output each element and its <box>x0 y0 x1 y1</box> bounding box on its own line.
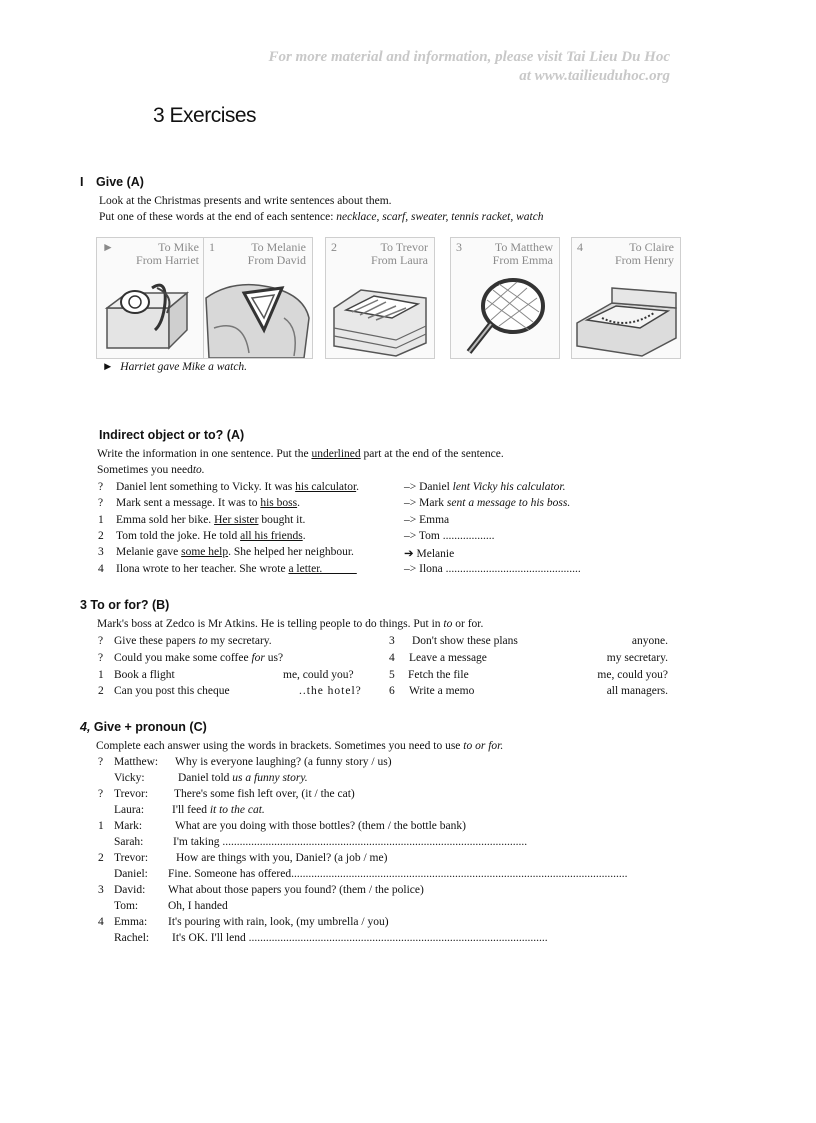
row-end-text: me, could you? <box>283 669 354 681</box>
card-number: ► <box>102 240 114 254</box>
speaker-name: Rachel: <box>114 932 150 944</box>
row-text: Write a memo <box>409 685 475 697</box>
intro-italic: to <box>443 618 453 630</box>
speaker-name: Trevor: <box>114 788 149 800</box>
exercise-row <box>389 669 469 681</box>
row-text: Don't show these plans <box>412 635 518 647</box>
dialogue-line <box>98 788 355 800</box>
row-italic: for <box>251 652 265 664</box>
row-text: Can you post this cheque <box>114 685 230 697</box>
exercise-row <box>98 481 359 493</box>
row-end-text: ..the hotel? <box>299 685 362 697</box>
arrow: –> <box>404 530 417 542</box>
card-number: 4 <box>577 240 583 254</box>
instr-italic: to or for. <box>463 740 504 752</box>
row-text: my secretary. <box>210 635 272 647</box>
exercise-row <box>98 514 305 526</box>
scarf-icon <box>204 268 312 358</box>
exercise-row <box>389 685 474 697</box>
answer-italic: lent Vicky his calculator. <box>452 481 566 493</box>
line-text: It's OK. I'll lend ........................................................................................................ <box>172 932 548 944</box>
section-3-title: 3 To or for? (B) <box>80 598 170 612</box>
instr-text: Complete each answer using the words in brackets. Sometimes you need to use <box>96 740 461 752</box>
header-line-2: at www.tailieuduhoc.org <box>519 68 670 84</box>
example-marker: ► <box>102 361 114 373</box>
section-4-heading <box>80 720 207 734</box>
row-number: 3 <box>389 635 395 647</box>
word-list: necklace, scarf, sweater, tennis racket, watch <box>336 211 544 223</box>
row-text: Leave a message <box>409 652 487 664</box>
row-text: us? <box>267 652 284 664</box>
example-answer <box>102 361 247 373</box>
row-number: 5 <box>389 669 395 681</box>
row-underlined: his calculator <box>295 481 357 493</box>
answer-cell <box>404 530 494 542</box>
row-number: 4 <box>98 563 104 575</box>
row-text: Could you make some coffee <box>114 652 249 664</box>
line-text: Daniel told <box>178 772 230 784</box>
line-text: How are things with you, Daniel? (a job / me) <box>176 852 388 864</box>
row-underlined: his boss <box>260 497 298 509</box>
exercise-row <box>98 652 283 664</box>
section-1-instruction-2 <box>99 211 544 223</box>
row-end-text: anyone. <box>631 635 668 647</box>
dialogue-line <box>98 836 527 848</box>
card-number: 1 <box>209 240 215 254</box>
answer-cell <box>404 481 566 493</box>
answer-text: Mark <box>419 497 445 509</box>
row-text: Book a flight <box>114 669 175 681</box>
row-end-text: my secretary. <box>606 652 668 664</box>
section-2-title: Indirect object or to? (A) <box>99 428 245 442</box>
row-number: ? <box>98 788 104 800</box>
answer-text: Ilona ............................................... <box>419 563 581 575</box>
speaker-name: Sarah: <box>114 836 144 848</box>
card-label: To Claire From Henry <box>615 240 674 267</box>
arrow: –> <box>404 497 417 509</box>
arrow: ➔ <box>404 548 414 560</box>
line-text: Why is everyone laughing? (a funny story / us) <box>175 756 392 768</box>
section-2-instruction <box>97 448 504 460</box>
dialogue-line <box>98 756 392 768</box>
row-text: Daniel lent something to Vicky. It was <box>116 481 293 493</box>
exercise-row <box>98 685 230 697</box>
speaker-name: Mark: <box>114 820 143 832</box>
dialogue-line <box>98 852 387 864</box>
answer-text: Daniel <box>419 481 450 493</box>
speaker-name: Vicky: <box>114 772 145 784</box>
speaker-name: Daniel: <box>114 868 148 880</box>
row-number: 2 <box>98 685 104 697</box>
dialogue-line <box>98 804 265 816</box>
row-number: 4 <box>389 652 395 664</box>
speaker-name: Matthew: <box>114 756 159 768</box>
section-3-intro <box>97 618 483 630</box>
section-1-number: I <box>80 175 84 189</box>
row-text: bought it. <box>261 514 306 526</box>
exercise-row <box>98 563 357 575</box>
answer-cell <box>404 546 454 560</box>
card-number: 3 <box>456 240 462 254</box>
row-number: 3 <box>98 546 104 558</box>
row-text: Emma sold her bike. <box>116 514 212 526</box>
arrow: –> <box>404 514 417 526</box>
line-italic: us a funny story. <box>232 772 308 784</box>
section-4-instruction <box>96 740 503 752</box>
answer-text: Tom .................. <box>418 530 495 542</box>
line-text: I'm taking .......................................................................................................... <box>173 836 528 848</box>
present-card-scarf <box>203 237 313 359</box>
exercise-row <box>98 635 272 647</box>
dialogue-line <box>98 916 389 928</box>
instr-italic: to. <box>192 464 205 476</box>
row-number: 1 <box>98 820 104 832</box>
row-number: 6 <box>389 685 395 697</box>
card-label: To Melanie From David <box>247 240 306 267</box>
row-number: ? <box>98 635 104 647</box>
instr-underlined: underlined <box>311 448 361 460</box>
row-text: Ilona wrote to her teacher. She wrote <box>116 563 286 575</box>
answer-cell <box>404 514 449 526</box>
line-text: What about those papers you found? (them / the police) <box>168 884 424 896</box>
dialogue-line <box>98 868 627 880</box>
row-text: Give these papers <box>114 635 196 647</box>
arrow: –> <box>404 563 417 575</box>
line-text: What are you doing with those bottles? (them / the bottle bank) <box>175 820 466 832</box>
intro-text: or for. <box>455 618 484 630</box>
answer-cell <box>404 497 570 509</box>
dialogue-line <box>98 932 548 944</box>
instruction-prefix: Put one of these words at the end of each sentence: <box>99 211 334 223</box>
necklace-icon <box>572 268 680 358</box>
row-text: Fetch the file <box>408 669 469 681</box>
section-2-instruction-2 <box>97 464 205 476</box>
exercise-row <box>98 669 175 681</box>
present-card-watch <box>96 237 206 359</box>
row-number: 1 <box>98 669 104 681</box>
header-line-1: For more material and information, please visit Tai Lieu Du Hoc <box>268 49 670 65</box>
row-number: 2 <box>98 852 104 864</box>
line-italic: it to the cat. <box>209 804 265 816</box>
dialogue-line <box>98 772 308 784</box>
row-text: Melanie gave <box>116 546 179 558</box>
row-text: . She helped her neighbour. <box>228 546 354 558</box>
exercise-row <box>98 530 306 542</box>
card-label: To Trevor From Laura <box>371 240 428 267</box>
page-title: 3 Exercises <box>153 104 257 127</box>
speaker-name: Laura: <box>114 804 145 816</box>
present-card-sweater <box>325 237 435 359</box>
card-label: To Matthew From Emma <box>492 240 553 267</box>
row-number: 4 <box>98 916 104 928</box>
dialogue-line <box>98 820 466 832</box>
row-text: . <box>297 497 300 509</box>
intro-text: Mark's boss at Zedco is Mr Atkins. He is telling people to do things. Put in <box>97 618 441 630</box>
row-text: . <box>302 530 306 542</box>
row-number: ? <box>98 652 104 664</box>
row-underlined: some help <box>181 546 229 558</box>
line-text: Oh, I handed <box>168 900 228 912</box>
speaker-name: Trevor: <box>114 852 149 864</box>
row-number: 1 <box>98 514 104 526</box>
line-text: There's some fish left over, (it / the cat) <box>174 788 355 800</box>
exercise-row <box>389 652 487 664</box>
row-italic: to <box>198 635 208 647</box>
row-number: ? <box>98 756 104 768</box>
exercise-row <box>389 635 518 647</box>
row-number: 2 <box>98 530 104 542</box>
row-text: Mark sent a message. It was to <box>116 497 258 509</box>
speaker-name: David: <box>114 884 146 896</box>
instr-text: Sometimes you need <box>97 464 193 476</box>
card-number: 2 <box>331 240 337 254</box>
row-number: 3 <box>98 884 104 896</box>
tennis-racket-icon <box>451 268 559 358</box>
dialogue-line <box>98 900 228 912</box>
answer-text: Melanie <box>416 548 455 560</box>
line-text: I'll feed <box>172 804 207 816</box>
row-end-text: me, could you? <box>597 669 668 681</box>
present-card-tennis-racket <box>450 237 560 359</box>
instr-text: part at the end of the sentence. <box>363 448 504 460</box>
sweater-icon <box>326 268 434 358</box>
dialogue-line <box>98 884 424 896</box>
card-label: To Mike From Harriet <box>136 240 199 267</box>
speaker-name: Emma: <box>114 916 148 928</box>
section-4-number: 4, <box>80 720 91 734</box>
answer-text: Emma <box>419 514 450 526</box>
row-text: . <box>356 481 360 493</box>
exercise-row <box>98 497 300 509</box>
section-1-instruction-1: Look at the Christmas presents and write sentences about them. <box>99 195 392 207</box>
row-underlined: all his friends <box>240 530 303 542</box>
instr-text: Write the information in one sentence. Put the <box>97 448 309 460</box>
speaker-name: Tom: <box>114 900 139 912</box>
line-text: Fine. Someone has offered..................................................................................................................... <box>168 868 628 880</box>
arrow: –> <box>404 481 417 493</box>
row-end-text: all managers. <box>606 685 668 697</box>
row-number: ? <box>98 481 104 493</box>
row-underlined: a letter. <box>288 563 357 575</box>
example-text: Harriet gave Mike a watch. <box>120 361 248 373</box>
line-text: It's pouring with rain, look, (my umbrella / you) <box>168 916 389 928</box>
row-underlined: Her sister <box>214 514 259 526</box>
answer-italic: sent a message to his boss. <box>446 497 571 509</box>
section-1-title: Give (A) <box>96 175 144 189</box>
exercise-row <box>98 546 354 558</box>
watch-icon <box>97 268 205 358</box>
answer-cell <box>404 563 581 575</box>
row-text: Tom told the joke. He told <box>116 530 238 542</box>
section-4-title: Give + pronoun (C) <box>93 720 207 734</box>
present-card-necklace <box>571 237 681 359</box>
row-number: ? <box>98 497 104 509</box>
